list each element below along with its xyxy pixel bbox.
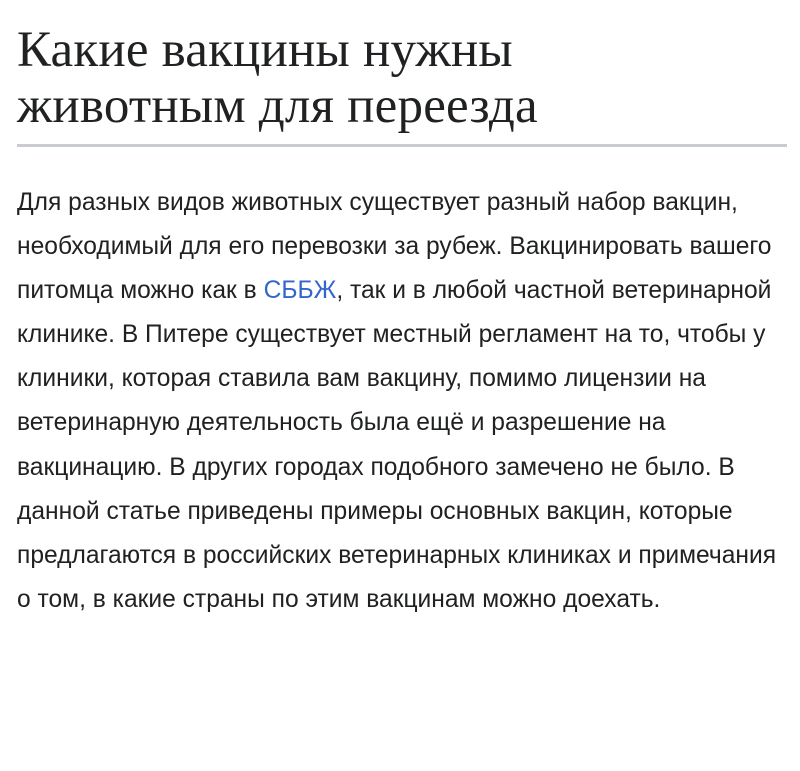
section-heading: [17, 22, 787, 134]
section-heading-line-2: животным для переезда: [17, 78, 538, 134]
heading-underline: [17, 144, 787, 147]
sbbzh-link[interactable]: СББЖ: [263, 277, 337, 305]
section-heading-line-1: Какие вакцины нужны: [17, 22, 513, 78]
article-paragraph: [17, 181, 787, 622]
paragraph-text-before-link: Для разных видов животных существует разный набор вакцин, необходимый для его перевозки за рубеж. Вакцинировать вашего питомца можно как в: [17, 189, 772, 305]
paragraph-text-after-link: , так и в любой частной ветеринарной клинике. В Питере существует местный регламент на то, чтобы у клиники, которая ставила вам вакцину, помимо лицензии на ветеринарную деятельность была ещё и разрешение на вакцинацию. В других городах подобного замечено не было. В данной статье приведены примеры основных вакцин, которые предлагаются в российских ветеринарных клиниках и примечания о том, в какие страны по этим вакцинам можно доехать.: [17, 277, 777, 613]
